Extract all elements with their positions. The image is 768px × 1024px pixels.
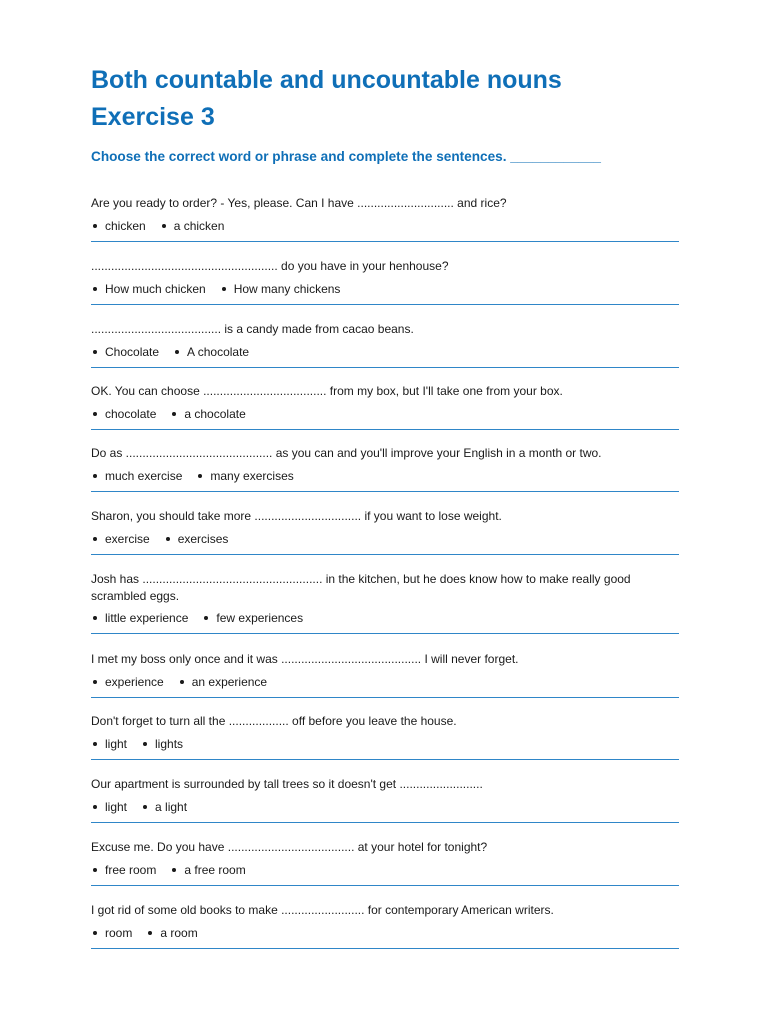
- options: [91, 674, 679, 690]
- option-label: How much chicken: [105, 281, 206, 296]
- option-label: free room: [105, 862, 157, 877]
- option-a[interactable]: [91, 281, 206, 297]
- bullet-icon: [93, 412, 97, 416]
- question-text: OK. You can choose ..................................... from my box, but I'll take one from your box.: [91, 384, 563, 398]
- exercise-item-7: [91, 571, 679, 634]
- option-a[interactable]: [91, 406, 156, 422]
- options: [91, 925, 679, 941]
- bullet-icon: [198, 474, 202, 478]
- options: [91, 610, 679, 626]
- option-label: exercise: [105, 531, 150, 546]
- option-a[interactable]: [91, 531, 150, 547]
- exercise-item-5: [91, 445, 679, 492]
- title-line-2: Exercise 3: [91, 103, 215, 131]
- bullet-icon: [93, 868, 97, 872]
- options: [91, 344, 679, 360]
- question-text: Our apartment is surrounded by tall trees so it doesn't get .........................: [91, 777, 483, 791]
- option-b[interactable]: [170, 862, 245, 878]
- option-b[interactable]: [164, 531, 229, 547]
- exercise-item-12: [91, 902, 679, 949]
- exercise-item-10: [91, 776, 679, 823]
- option-label: a chocolate: [184, 406, 246, 421]
- exercise-item-11: [91, 839, 679, 886]
- bullet-icon: [172, 412, 176, 416]
- option-label: chocolate: [105, 406, 157, 421]
- options: [91, 799, 679, 815]
- option-label: an experience: [191, 674, 268, 689]
- exercise-item-6: [91, 508, 679, 555]
- bullet-icon: [93, 680, 97, 684]
- option-a[interactable]: [91, 736, 127, 752]
- question-text: ........................................................ do you have in your henhouse?: [91, 259, 449, 273]
- bullet-icon: [93, 224, 97, 228]
- option-a[interactable]: [91, 218, 146, 234]
- options: [91, 406, 679, 422]
- options: [91, 281, 679, 297]
- option-b[interactable]: [178, 674, 267, 690]
- question-text: I met my boss only once and it was .......................................... I will never forget.: [91, 652, 519, 666]
- question-text: I got rid of some old books to make ......................... for contemporary American writers.: [91, 903, 554, 917]
- exercise-item-8: [91, 651, 679, 698]
- question-text: Sharon, you should take more ................................ if you want to lose weight.: [91, 509, 502, 523]
- bullet-icon: [93, 537, 97, 541]
- option-label: a light: [155, 799, 188, 814]
- bullet-icon: [93, 474, 97, 478]
- option-label: light: [105, 799, 128, 814]
- option-label: How many chickens: [233, 281, 341, 296]
- question-text: Excuse me. Do you have ...................................... at your hotel for tonight?: [91, 840, 488, 854]
- instruction: Choose the correct word or phrase and complete the sentences. ____________: [91, 149, 601, 164]
- option-a[interactable]: [91, 674, 164, 690]
- option-a[interactable]: [91, 925, 132, 941]
- bullet-icon: [93, 350, 97, 354]
- question-text: Josh has ...................................................... in the kitchen, but he does know how to make really good scrambled eggs.: [91, 572, 631, 603]
- bullet-icon: [93, 931, 97, 935]
- option-a[interactable]: [91, 799, 127, 815]
- option-a[interactable]: [91, 862, 156, 878]
- title-line-1: Both countable and uncountable nouns: [91, 66, 562, 94]
- option-a[interactable]: [91, 468, 182, 484]
- bullet-icon: [175, 350, 179, 354]
- option-b[interactable]: [220, 281, 341, 297]
- option-label: room: [105, 925, 133, 940]
- option-a[interactable]: [91, 610, 188, 626]
- option-b[interactable]: [196, 468, 293, 484]
- bullet-icon: [93, 616, 97, 620]
- exercise-item-9: [91, 713, 679, 760]
- options: [91, 862, 679, 878]
- option-label: a room: [160, 925, 198, 940]
- question-text: ....................................... is a candy made from cacao beans.: [91, 322, 414, 336]
- option-b[interactable]: [160, 218, 225, 234]
- options: [91, 218, 679, 234]
- option-b[interactable]: [170, 406, 245, 422]
- question-text: Are you ready to order? - Yes, please. Can I have ............................. and rice?: [91, 196, 507, 210]
- option-label: little experience: [105, 611, 189, 625]
- bullet-icon: [204, 616, 208, 620]
- bullet-icon: [93, 742, 97, 746]
- option-b[interactable]: [141, 736, 183, 752]
- options: [91, 468, 679, 484]
- exercise-item-2: [91, 258, 679, 305]
- bullet-icon: [166, 537, 170, 541]
- option-label: a free room: [184, 862, 246, 877]
- option-label: lights: [155, 736, 184, 751]
- question-text: Don't forget to turn all the .................. off before you leave the house.: [91, 714, 457, 728]
- exercise-item-4: [91, 383, 679, 430]
- option-label: much exercise: [105, 468, 183, 483]
- option-label: light: [105, 736, 128, 751]
- option-label: few experiences: [216, 611, 304, 625]
- option-a[interactable]: [91, 344, 159, 360]
- exercise-item-1: [91, 195, 679, 242]
- option-b[interactable]: [146, 925, 197, 941]
- option-label: chicken: [105, 218, 146, 233]
- option-b[interactable]: [141, 799, 187, 815]
- question-text: Do as ............................................ as you can and you'll improve your English in a month or two.: [91, 446, 602, 460]
- bullet-icon: [172, 868, 176, 872]
- option-b[interactable]: [202, 610, 303, 626]
- option-label: Chocolate: [105, 344, 160, 359]
- options: [91, 531, 679, 547]
- bullet-icon: [148, 931, 152, 935]
- bullet-icon: [93, 805, 97, 809]
- bullet-icon: [143, 742, 147, 746]
- bullet-icon: [180, 680, 184, 684]
- bullet-icon: [93, 287, 97, 291]
- option-label: a chicken: [173, 218, 225, 233]
- bullet-icon: [162, 224, 166, 228]
- option-label: exercises: [177, 531, 229, 546]
- bullet-icon: [222, 287, 226, 291]
- exercise-item-3: [91, 321, 679, 368]
- page-title: [91, 62, 691, 136]
- option-label: A chocolate: [187, 344, 250, 359]
- option-label: experience: [105, 674, 164, 689]
- bullet-icon: [143, 805, 147, 809]
- option-b[interactable]: [173, 344, 249, 360]
- option-label: many exercises: [210, 468, 294, 483]
- options: [91, 736, 679, 752]
